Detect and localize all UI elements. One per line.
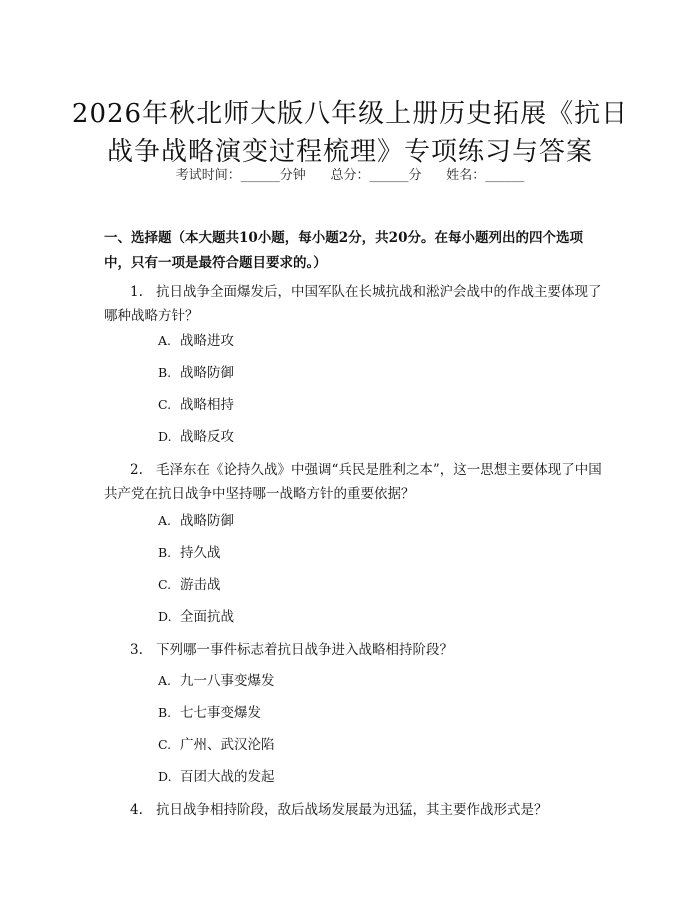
- option-letter: A.: [158, 513, 172, 528]
- question-2-option-a: [158, 510, 598, 532]
- option-text: 百团大战的发起: [180, 769, 275, 785]
- option-text: 战略反攻: [180, 429, 234, 445]
- option-text: 七七事变爆发: [180, 705, 261, 721]
- question-3-option-a: [158, 670, 598, 692]
- question-4-number: 4.: [130, 802, 143, 818]
- option-letter: C.: [158, 737, 172, 752]
- option-letter: B.: [158, 365, 172, 380]
- option-letter: D.: [158, 769, 172, 784]
- question-2-option-b: [158, 542, 598, 564]
- option-text: 战略相持: [180, 397, 234, 413]
- question-3-option-c: [158, 734, 598, 756]
- question-1-option-d: [158, 426, 598, 448]
- question-2-option-c: [158, 574, 598, 596]
- question-1-text: 抗日战争全面爆发后，中国军队在长城抗战和淞沪会战中的作战主要体现了哪种战略方针？: [104, 284, 602, 324]
- option-letter: D.: [158, 609, 172, 624]
- question-3-text: 下列哪一事件标志着抗日战争进入战略相持阶段？: [156, 642, 453, 658]
- option-text: 战略防御: [180, 365, 234, 381]
- question-2: [104, 458, 604, 506]
- question-2-text: 毛泽东在《论持久战》中强调“兵民是胜利之本”，这一思想主要体现了中国共产党在抗日战争中坚持哪一战略方针的重要依据？: [104, 462, 602, 502]
- option-text: 游击战: [180, 577, 221, 593]
- question-1: [104, 280, 604, 328]
- document-title: 2026年秋北师大版八年级上册历史拓展《抗日战争战略演变过程梳理》专项练习与答案: [71, 99, 629, 168]
- question-3-option-d: [158, 766, 598, 788]
- section-heading: 一、选择题（本大题共10小题，每小题2分，共20分。在每小题列出的四个选项中，只有一项是最符合题目要求的。）: [104, 230, 583, 271]
- option-letter: C.: [158, 397, 172, 412]
- question-1-option-b: [158, 362, 598, 384]
- question-1-option-c: [158, 394, 598, 416]
- question-3: [104, 638, 604, 662]
- option-letter: B.: [158, 545, 172, 560]
- option-letter: C.: [158, 577, 172, 592]
- exam-meta-line: 考试时间：______分钟 总分：______分 姓名：______: [175, 168, 525, 183]
- option-letter: A.: [158, 673, 172, 688]
- option-text: 广州、武汉沦陷: [180, 737, 275, 753]
- question-4: [104, 798, 604, 822]
- question-3-option-b: [158, 702, 598, 724]
- question-1-number: 1.: [130, 284, 143, 300]
- option-letter: A.: [158, 333, 172, 348]
- option-letter: B.: [158, 705, 172, 720]
- option-text: 九一八事变爆发: [180, 673, 275, 689]
- question-3-number: 3.: [130, 642, 143, 658]
- question-2-option-d: [158, 606, 598, 628]
- option-text: 战略防御: [180, 513, 234, 529]
- question-4-text: 抗日战争相持阶段，敌后战场发展最为迅猛，其主要作战形式是？: [156, 802, 548, 818]
- question-2-number: 2.: [130, 462, 143, 478]
- option-text: 战略进攻: [180, 333, 234, 349]
- option-letter: D.: [158, 429, 172, 444]
- option-text: 持久战: [180, 545, 221, 561]
- question-1-option-a: [158, 330, 598, 352]
- option-text: 全面抗战: [180, 609, 234, 625]
